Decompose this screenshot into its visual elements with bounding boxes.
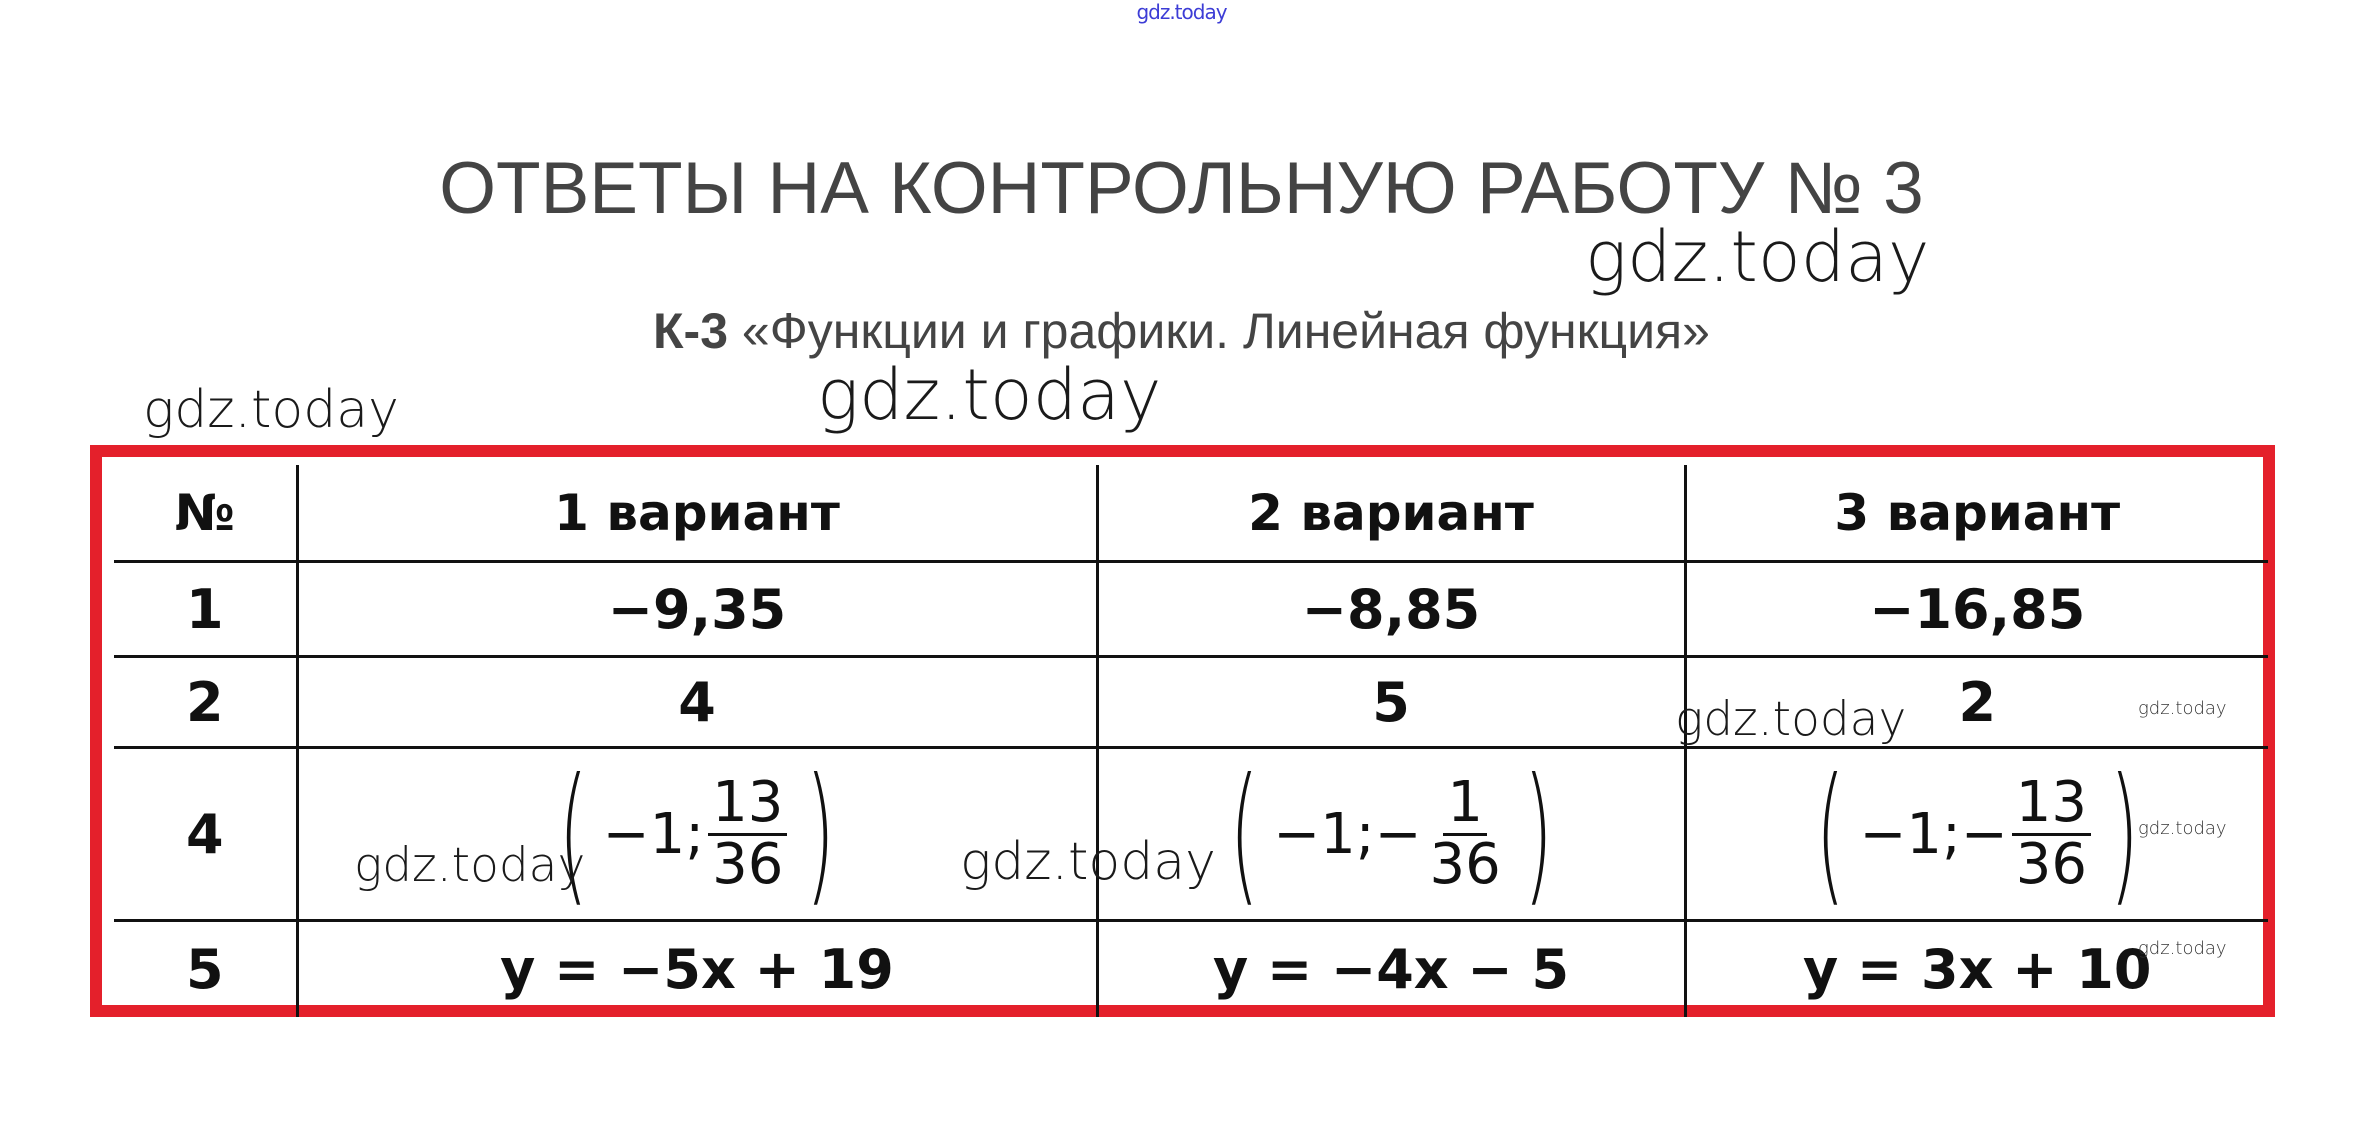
- answer-cell: y = 3x + 10: [1685, 921, 2268, 1018]
- left-paren: (: [558, 747, 589, 921]
- watermark: gdz.today: [143, 380, 399, 440]
- point-x: −1;: [1273, 801, 1375, 867]
- point-x: −1;: [1859, 801, 1961, 867]
- point-answer: [544, 747, 850, 921]
- column-header-variant-2: 2 вариант: [1097, 465, 1685, 562]
- page-title: ОТВЕТЫ НА КОНТРОЛЬНУЮ РАБОТУ № 3: [439, 148, 1924, 229]
- point-answer: [1215, 747, 1568, 921]
- column-header-number: №: [114, 465, 297, 562]
- column-header-variant-3: 3 вариант: [1685, 465, 2268, 562]
- answers-table: [114, 465, 2268, 1017]
- answer-cell: 2: [1685, 657, 2268, 748]
- fraction: [1426, 769, 1505, 897]
- table-row: [114, 562, 2268, 657]
- fraction: [708, 769, 787, 897]
- table-row: [114, 921, 2268, 1018]
- test-topic: «Функции и графики. Линейная функция»: [741, 303, 1710, 359]
- answers-table-frame: [90, 445, 2275, 1017]
- watermark: gdz.today: [817, 354, 1162, 436]
- watermark: gdz.today: [1675, 692, 1907, 747]
- fraction-numerator: 13: [708, 774, 787, 836]
- fraction-denominator: 36: [712, 831, 784, 897]
- table-row: [114, 657, 2268, 748]
- fraction-sign: −: [1374, 801, 1422, 867]
- point-answer: [1801, 747, 2154, 921]
- column-header-variant-1: 1 вариант: [297, 465, 1097, 562]
- watermark: gdz.today: [960, 832, 1216, 892]
- watermark: gdz.today: [354, 838, 586, 893]
- page-subtitle: [0, 302, 2363, 360]
- point-x: −1;: [602, 801, 705, 867]
- left-paren: (: [1815, 747, 1845, 921]
- task-number: 5: [114, 921, 297, 1018]
- test-code: К-3: [653, 303, 729, 359]
- right-paren: ): [805, 747, 836, 921]
- fraction-numerator: 1: [1443, 774, 1487, 836]
- answer-cell: 4: [297, 657, 1097, 748]
- fraction-sign: −: [1960, 801, 2008, 867]
- task-number: 2: [114, 657, 297, 748]
- right-paren: ): [1523, 747, 1553, 921]
- table-header-row: [114, 465, 2268, 562]
- fraction-numerator: 13: [2012, 774, 2091, 836]
- watermark: gdz.today: [1585, 216, 1930, 298]
- right-paren: ): [2109, 747, 2139, 921]
- watermark: gdz.today: [2138, 698, 2227, 719]
- watermark: gdz.today: [2138, 938, 2227, 959]
- answer-cell: y = −4x − 5: [1097, 921, 1685, 1018]
- fraction-denominator: 36: [2015, 831, 2088, 897]
- task-number: 4: [114, 748, 297, 921]
- answer-cell: −8,85: [1097, 562, 1685, 657]
- answer-cell: −16,85: [1685, 562, 2268, 657]
- left-paren: (: [1229, 747, 1259, 921]
- task-number: 1: [114, 562, 297, 657]
- answer-cell: 5: [1097, 657, 1685, 748]
- watermark: gdz.today: [2138, 818, 2227, 839]
- answer-cell: −9,35: [297, 562, 1097, 657]
- top-watermark: gdz.today: [1136, 0, 1227, 24]
- answer-cell: y = −5x + 19: [297, 921, 1097, 1018]
- fraction-denominator: 36: [1429, 831, 1501, 897]
- fraction: [2012, 769, 2091, 897]
